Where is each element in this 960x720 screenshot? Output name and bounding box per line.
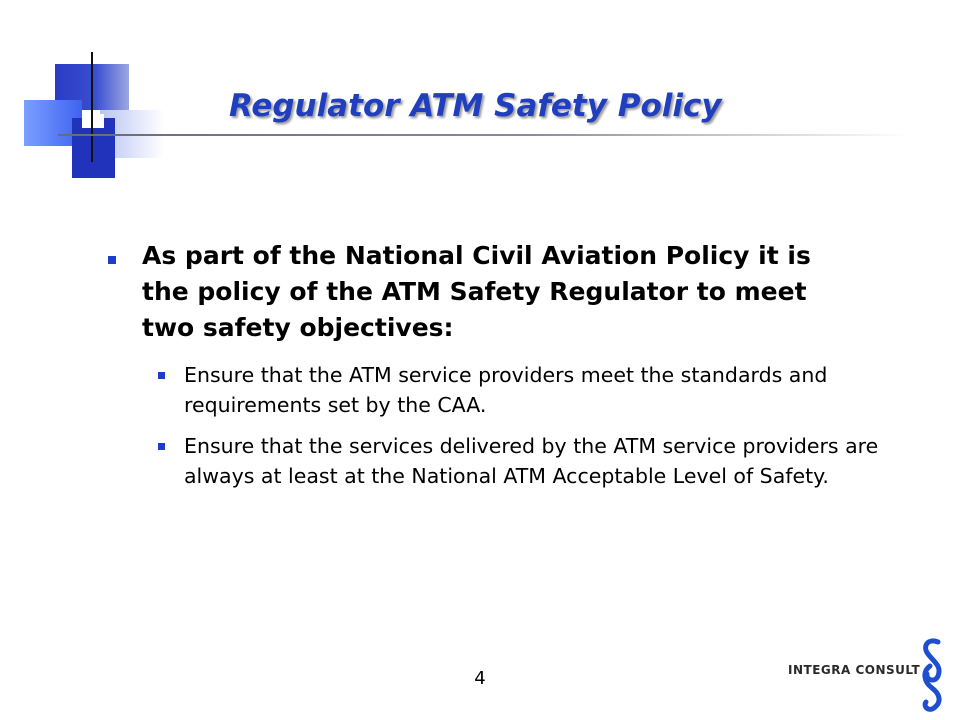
page-number: 4: [474, 668, 486, 689]
title-underline: [58, 134, 908, 136]
corner-decoration-squares: [0, 0, 200, 200]
section-sign-logo-icon: [918, 636, 948, 712]
sub-bullet-text: Ensure that the services delivered by the ATM service providers are always at least at the National ATM Acceptable Level of Safety.: [184, 434, 879, 488]
integra-consult-logo: [788, 636, 948, 712]
main-bullet-text: As part of the National Civil Aviation Policy it is the policy of the ATM Safety Regulator to meet two safety objectives:: [142, 241, 811, 342]
sub-bullet-marker: [158, 443, 165, 450]
sub-bullet-marker: [158, 372, 165, 379]
main-bullet-marker: [108, 256, 116, 264]
logo-text: INTEGRA CONSULT: [788, 663, 921, 677]
slide-title: Regulator ATM Safety Policy: [229, 88, 722, 124]
sub-bullet-text: Ensure that the ATM service providers meet the standards and requirements set by the CAA.: [184, 363, 828, 417]
